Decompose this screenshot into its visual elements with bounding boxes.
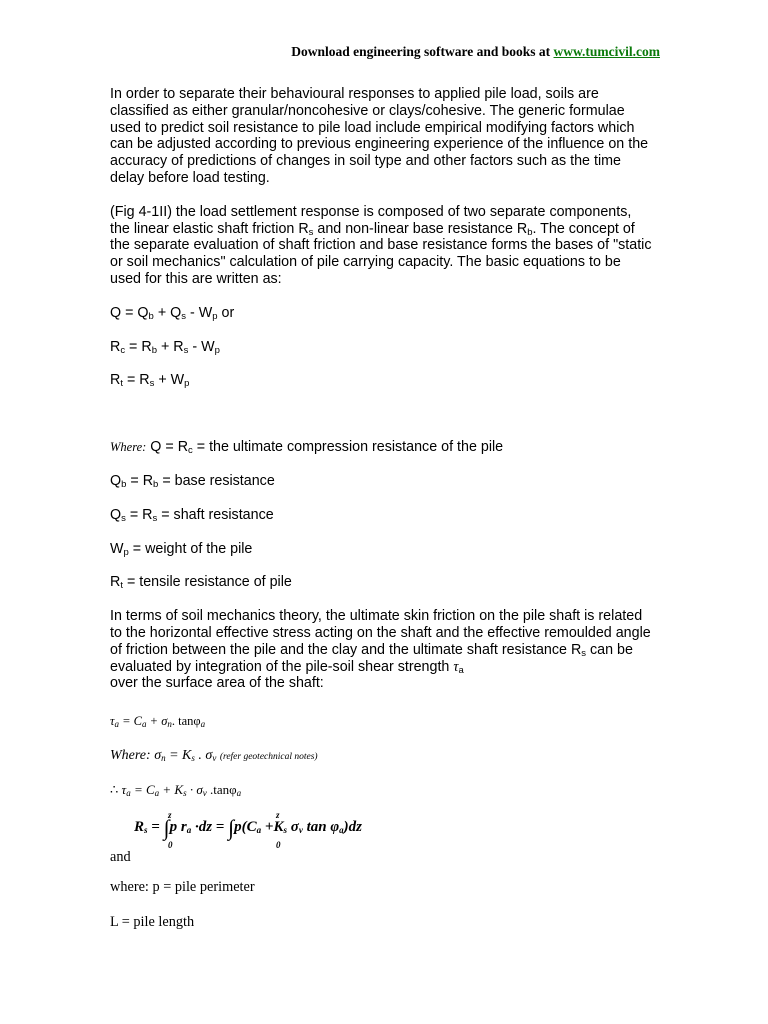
- text-and: and: [110, 848, 131, 865]
- definition-q: Where: $Q = R_c$ = the ultimate compression resistance of the pile: [110, 439, 504, 457]
- page-header: [0, 44, 660, 60]
- header-link[interactable]: www.tumcivil.com: [553, 44, 660, 59]
- equation-q: $Q = Q_b + Q_s - W_p$ or: [110, 304, 235, 322]
- definition-wp: $W_p$ = weight of the pile: [110, 540, 253, 558]
- equation-tau-a-expanded: ∴ τa = Ca + Ks · σv .tanφa: [110, 781, 242, 798]
- equation-tau-a: τa = Ca + σn. tanφa: [110, 714, 206, 730]
- equation-rc: $R_c = R_b + R_s - W_p$: [110, 338, 220, 356]
- paragraph-load-settlement: (Fig 4-1II) the load settlement response is composed of two separate components, the linear elastic shaft friction $R_s$ and non-linear base resistance $R_b$. The concept of the separate evaluation of shaft friction and base resistance forms the bases of "static or soil mechanics" calculation of pile carrying capacity. The basic equations to be used for this are written as:: [110, 203, 652, 287]
- equation-rt: $R_t = R_s + W_p$: [110, 372, 190, 390]
- document-body: [110, 86, 655, 931]
- definition-length: L = pile length: [110, 914, 195, 931]
- equation-sigma-n: Where: σn = Ks . σv (refer geotechnical notes): [110, 747, 318, 763]
- definition-perimeter: where: p = pile perimeter: [110, 879, 255, 896]
- definition-qs: $Q_s = R_s$ = shaft resistance: [110, 506, 274, 524]
- paragraph-intro: In order to separate their behavioural responses to applied pile load, soils are classified as either granular/noncohesive or clays/cohesive. The generic formulae used to predict soil resistance to pile load include empirical modifying factors which can be adjusted according to previous engineering experience of the influence on the accuracy of predictions of changes in soil type and other factors such as the time delay before load testing.: [110, 86, 649, 186]
- definition-qb: $Q_b = R_b$ = base resistance: [110, 472, 275, 490]
- paragraph-skin-friction: In terms of soil mechanics theory, the ultimate skin friction on the pile shaft is related to the horizontal effective stress acting on the shaft and the effective remoulded angle of friction between the pile and the clay and the ultimate shaft resistance $R_s$ can be evaluated by integration of the pile-soil shear strength $\tau_a$ over the surface area of the shaft:: [110, 608, 651, 692]
- definition-rt: $R_t$ = tensile resistance of pile: [110, 574, 292, 592]
- equation-rs-integral: z 0 z 0 Rs = ∫p ra ·dz = ∫p(Ca +Ks σv tan φa)dz: [134, 809, 362, 850]
- header-text: Download engineering software and books at: [291, 44, 554, 59]
